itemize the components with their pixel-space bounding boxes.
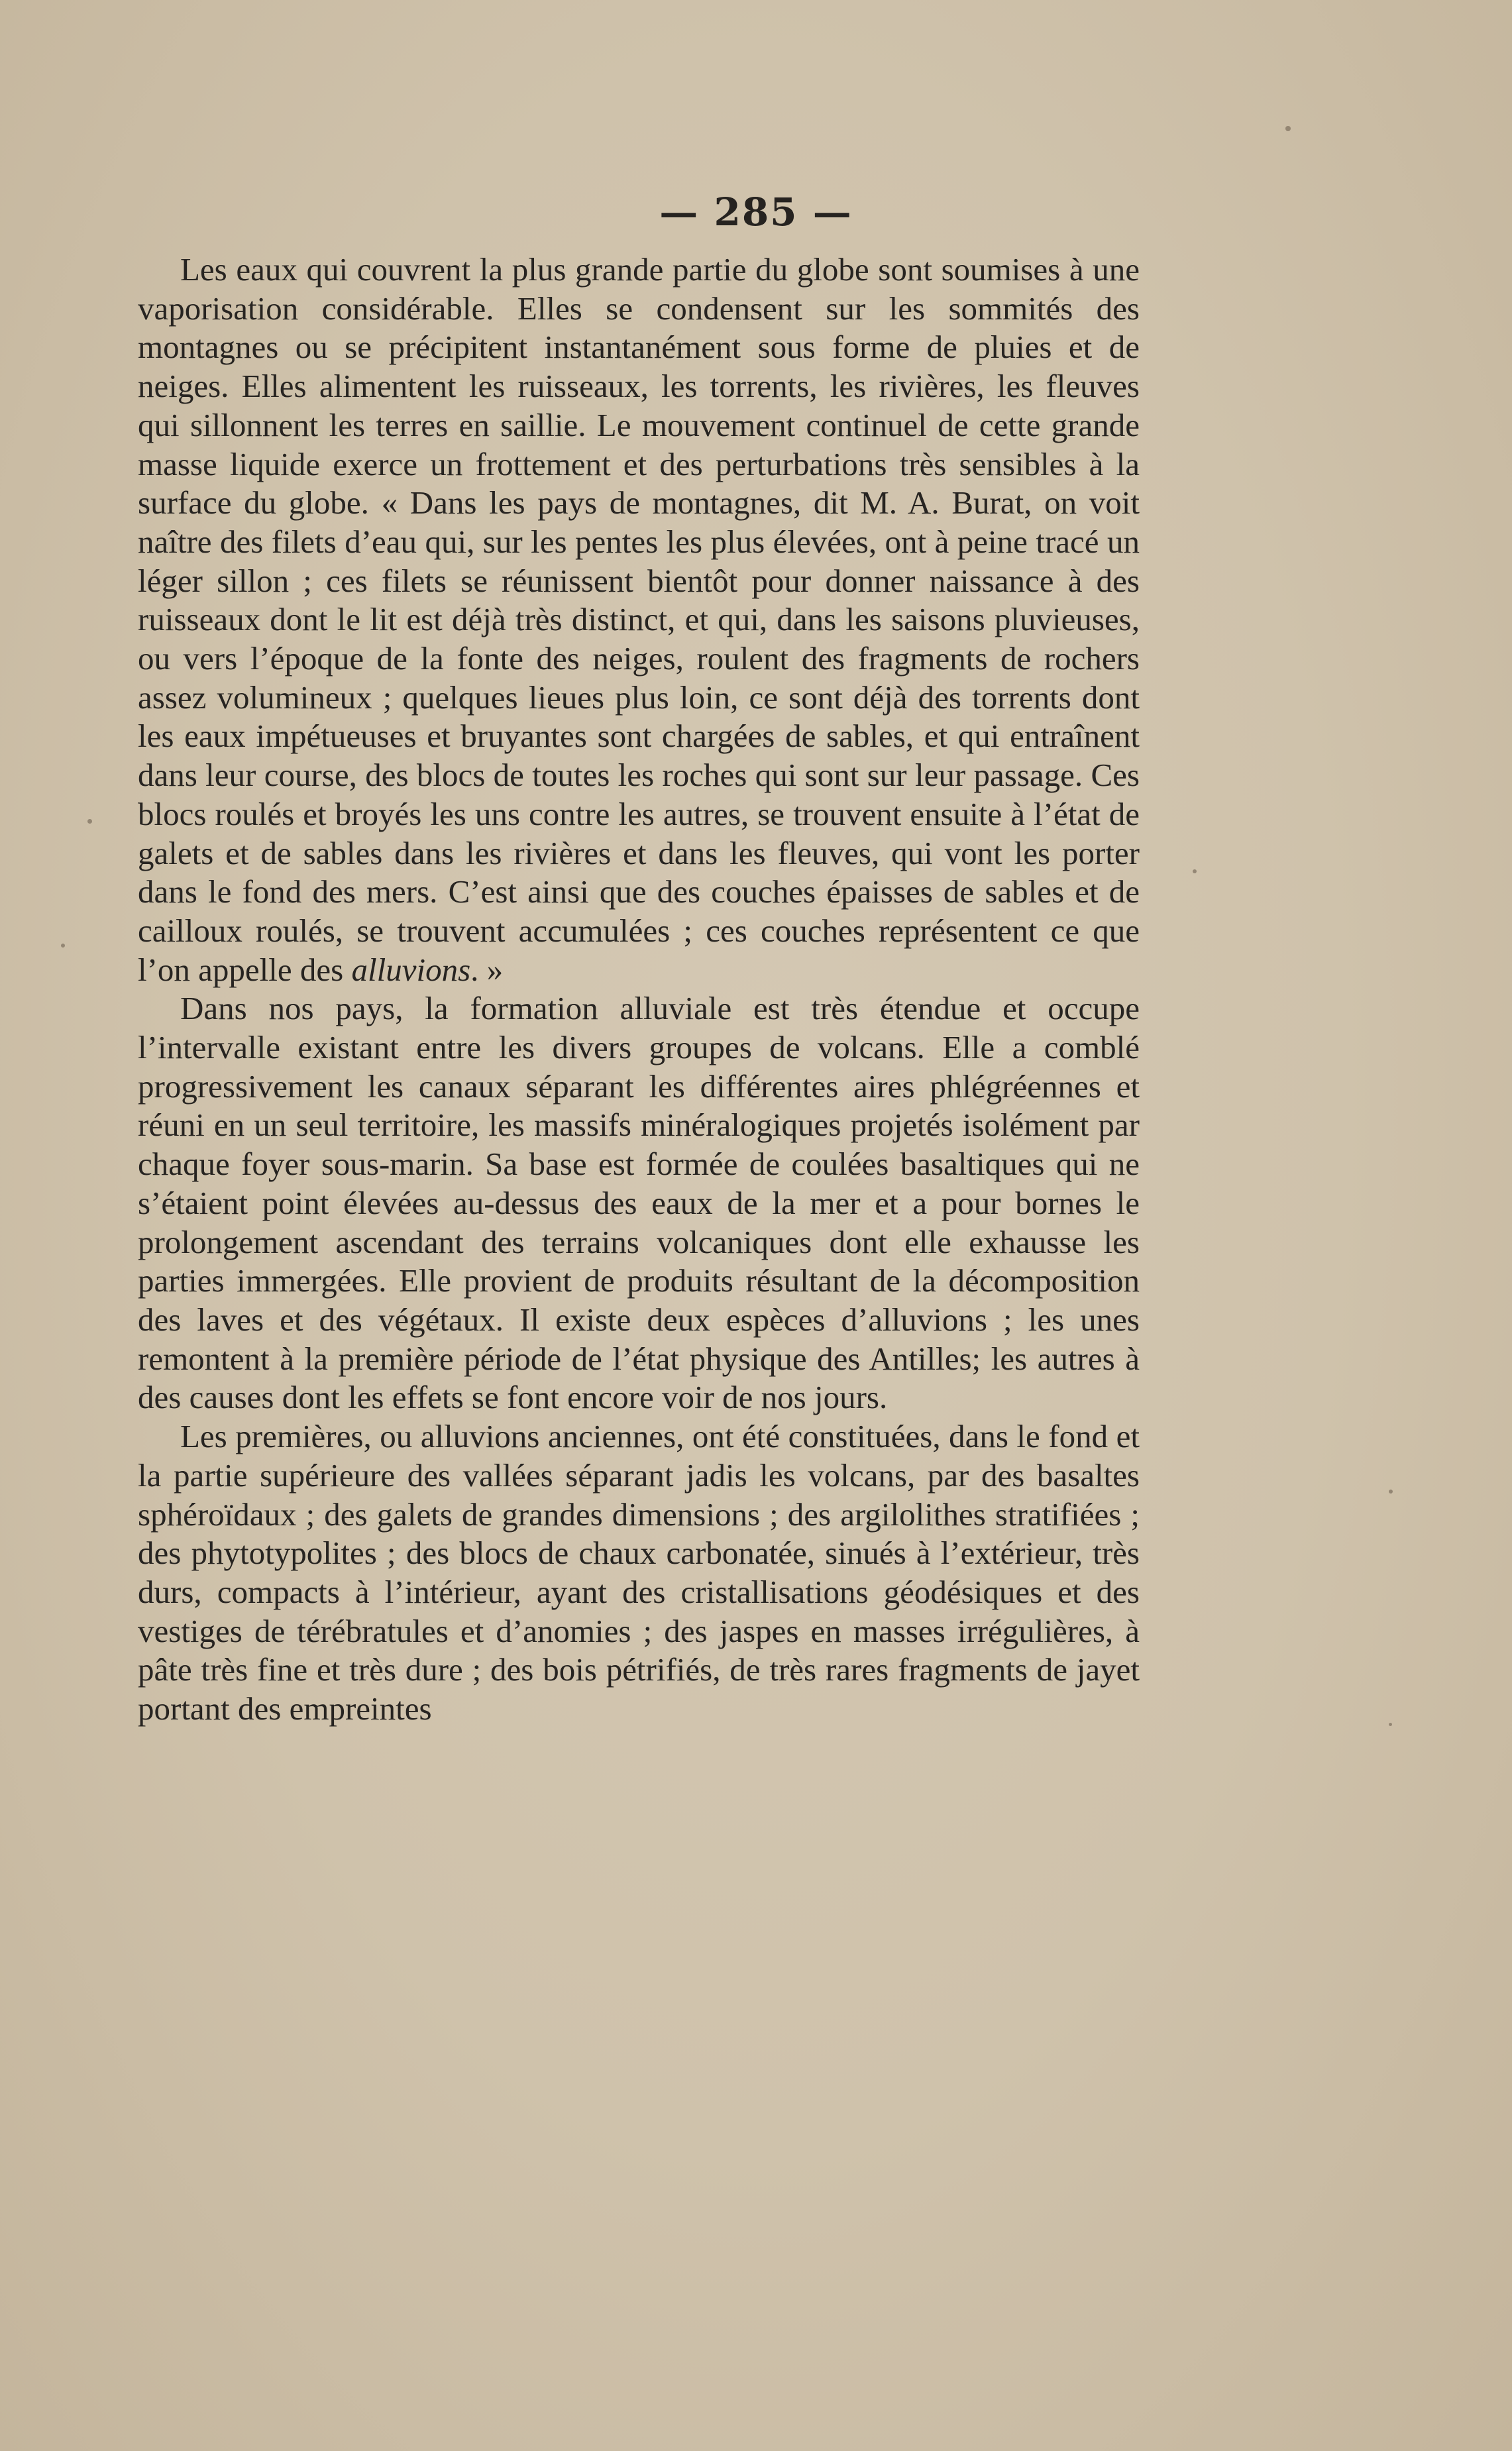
paragraph-1-tail: . » (470, 951, 504, 988)
italic-term-alluvions: alluvions (351, 951, 471, 988)
paragraph-3-text: Les premières, ou alluvions anciennes, ont été constituées, dans le fond et la partie supérieure des vallées séparant jadis les volcans, par des basaltes sphéroïdaux ; des galets de grandes dimensions ; des argilolithes stratifiées ; des phytotypolites ; des blocs de chaux carbonatée, sinués à l’extérieur, très durs, compacts à l’intérieur, ayant des cristallisations géodésiques et des vestiges de térébratules et d’anomies ; des jaspes en masses irrégulières, à pâte très fine et très dure ; des bois pétrifiés, de très rares fragments de jayet portant des empreintes (138, 1418, 1140, 1727)
paper-speck (87, 819, 92, 824)
body-text (138, 250, 1140, 1729)
paragraph-2 (138, 989, 1140, 1417)
paper-speck (1285, 126, 1291, 131)
paper-speck (61, 944, 65, 948)
paper-speck (1193, 869, 1197, 873)
paragraph-2-text: Dans nos pays, la formation alluviale est très étendue et occupe l’intervalle existant entre les divers groupes de volcans. Elle a comblé progressivement les canaux séparant les différentes aires phlégréennes et réuni en un seul territoire, les massifs minéralogiques projetés isolément par chaque foyer sous-marin. Sa base est formée de coulées basaltiques qui ne s’étaient point élevées au-dessus des eaux de la mer et a pour bornes le prolongement ascendant des terrains volcaniques dont elle exhausse les parties immergées. Elle provient de produits résultant de la décomposition des laves et des végétaux. Il existe deux espèces d’alluvions ; les unes remontent à la première période de l’état physique des Antilles; les autres à des causes dont les effets se font encore voir de nos jours. (138, 990, 1140, 1416)
paragraph-1 (138, 250, 1140, 989)
paragraph-3 (138, 1417, 1140, 1729)
paper-speck (1389, 1490, 1393, 1494)
page-number: — 285 — (659, 190, 853, 235)
paper-speck (1389, 1723, 1392, 1726)
paragraph-1-text: Les eaux qui couvrent la plus grande partie du globe sont soumises à une vaporisation considérable. Elles se condensent sur les sommités des montagnes ou se précipitent instantanément sous forme de pluies et de neiges. Elles alimentent les ruisseaux, les torrents, les rivières, les fleuves qui sillonnent les terres en saillie. Le mouvement continuel de cette grande masse liquide exerce un frottement et des perturbations très sensibles à la surface du globe. « Dans les pays de montagnes, dit M. A. Burat, on voit naître des filets d’eau qui, sur les pentes les plus élevées, ont à peine tracé un léger sillon ; ces filets se réunissent bientôt pour donner naissance à des ruisseaux dont le lit est déjà très distinct, et qui, dans les saisons pluvieuses, ou vers l’époque de la fonte des neiges, roulent des fragments de rochers assez volumineux ; quelques lieues plus loin, ce sont déjà des torrents dont les eaux impétueuses et bruyantes sont chargées de sables, et qui entraînent dans leur course, des blocs de toutes les roches qui sont sur leur passage. Ces blocs roulés et broyés les uns contre les autres, se trouvent ensuite à l’état de galets et de sables dans les rivières et dans les fleuves, qui vont les porter dans le fond des mers. C’est ainsi que des couches épaisses de sables et de cailloux roulés, se trouvent accumulées ; ces couches représentent ce que l’on appelle des (138, 251, 1140, 988)
